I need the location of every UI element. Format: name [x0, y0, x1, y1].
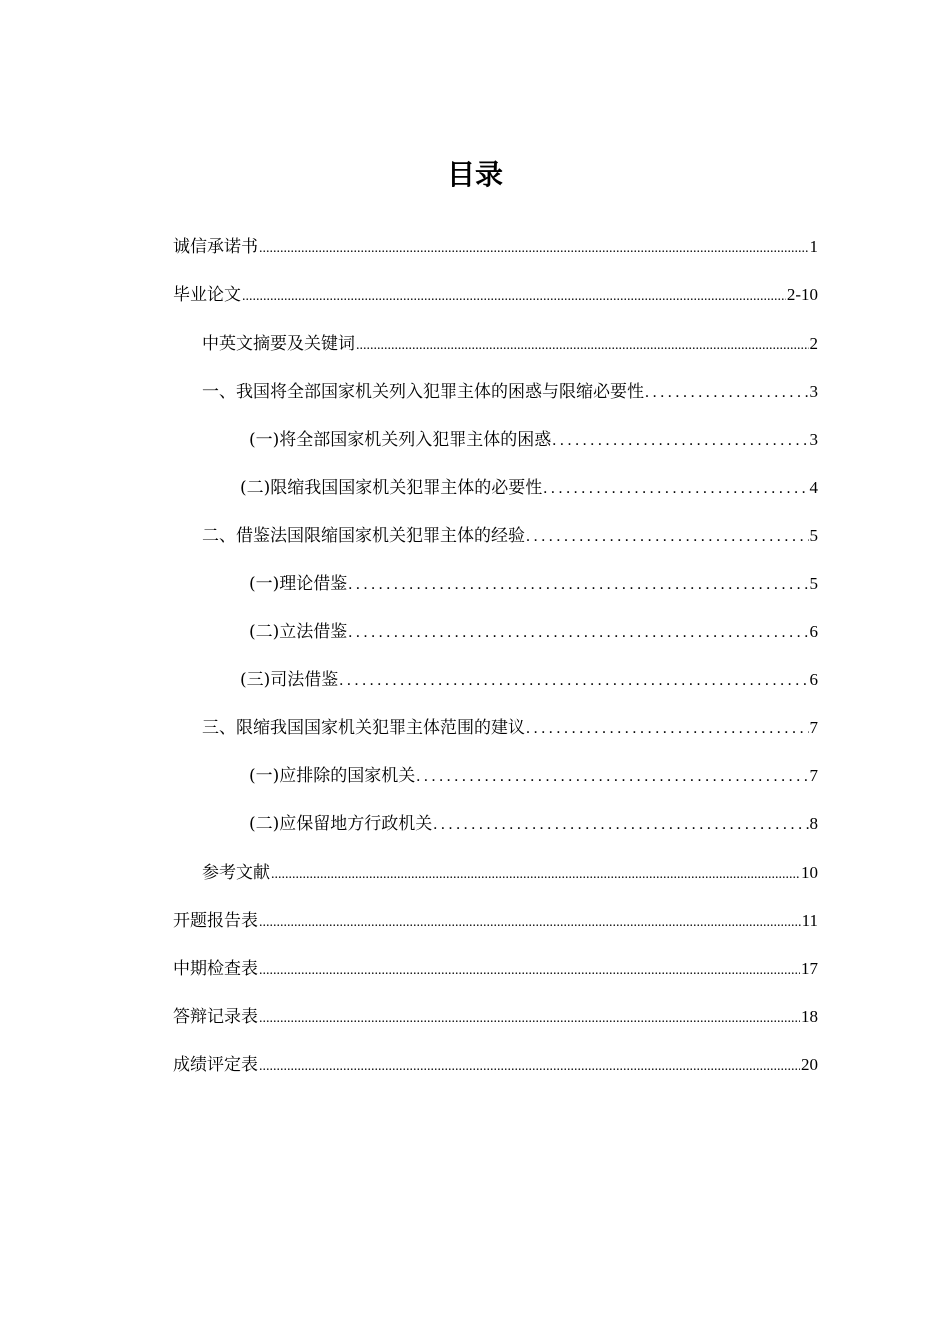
toc-entry-page: 2-10 — [786, 285, 818, 304]
toc-entry-label: 一、我国将全部国家机关列入犯罪主体的困惑与限缩必要性 — [202, 382, 644, 402]
toc-entry-page: 2 — [809, 334, 818, 353]
toc-entry-label: 三、限缩我国国家机关犯罪主体范围的建议 — [202, 718, 525, 738]
dot-leader — [259, 236, 809, 262]
dot-leader — [433, 812, 808, 838]
toc-entry-section-1[interactable] — [202, 379, 818, 405]
toc-entry-section-2-1[interactable] — [249, 571, 818, 597]
toc-entry-references[interactable] — [202, 860, 818, 886]
toc-entry-section-3[interactable] — [202, 715, 818, 741]
toc-entry-page: 7 — [809, 718, 818, 737]
dot-leader — [356, 333, 809, 359]
toc-entry-page: 10 — [801, 863, 818, 882]
toc-entry-label: (一)理论借鉴 — [249, 574, 348, 594]
toc-entry-page: 3 — [809, 382, 818, 401]
toc-entry-page: 20 — [801, 1055, 818, 1074]
dot-leader — [339, 668, 808, 694]
toc-entry-page: 4 — [809, 478, 818, 497]
dot-leader — [526, 524, 809, 550]
toc-entry-section-1-2[interactable] — [240, 475, 818, 501]
toc-entry-label: 二、借鉴法国限缩国家机关犯罪主体的经验 — [202, 526, 525, 546]
toc-entry-section-2-2[interactable] — [249, 619, 818, 645]
toc-entry-page: 6 — [809, 622, 818, 641]
dot-leader — [543, 476, 808, 502]
toc-entry-integrity-pledge[interactable] — [173, 234, 818, 260]
toc-entry-page: 5 — [809, 526, 818, 545]
dot-leader — [259, 1054, 800, 1080]
dot-leader — [526, 716, 809, 742]
toc-entry-page: 1 — [809, 237, 818, 256]
toc-entry-label: (一)将全部国家机关列入犯罪主体的困惑 — [249, 430, 552, 450]
dot-leader — [645, 380, 809, 406]
toc-entry-defense-record[interactable] — [173, 1004, 818, 1030]
toc-entry-page: 11 — [801, 911, 818, 930]
dot-leader — [552, 428, 808, 454]
toc-entry-label: (二)立法借鉴 — [249, 622, 348, 642]
toc-title: 目录 — [446, 158, 503, 191]
toc-entry-page: 5 — [809, 574, 818, 593]
toc-entry-page: 7 — [809, 766, 818, 785]
dot-leader — [259, 910, 801, 936]
toc-entry-label: (一)应排除的国家机关 — [249, 766, 416, 786]
toc-entry-label: (三)司法借鉴 — [240, 670, 339, 690]
dot-leader — [416, 764, 808, 790]
toc-entry-label: 成绩评定表 — [173, 1055, 258, 1075]
dot-leader — [259, 958, 800, 984]
toc-entry-section-1-1[interactable] — [249, 427, 818, 453]
toc-entry-label: 毕业论文 — [173, 285, 241, 305]
toc-entry-label: 答辩记录表 — [173, 1007, 258, 1027]
toc-entry-label: 诚信承诺书 — [173, 237, 258, 257]
toc-entry-grade-evaluation[interactable] — [173, 1052, 818, 1078]
toc-entry-section-2-3[interactable] — [240, 667, 818, 693]
toc-entry-label: 开题报告表 — [173, 911, 258, 931]
toc-entry-section-3-2[interactable] — [249, 811, 818, 837]
toc-entry-abstract[interactable] — [202, 331, 818, 357]
toc-entry-section-2[interactable] — [202, 523, 818, 549]
toc-entry-page: 17 — [801, 959, 818, 978]
dot-leader — [259, 1006, 800, 1032]
toc-entry-page: 3 — [809, 430, 818, 449]
dot-leader — [242, 284, 786, 310]
toc-entry-section-3-1[interactable] — [249, 763, 818, 789]
toc-entry-proposal-report[interactable] — [173, 908, 818, 934]
toc-entry-midterm-check[interactable] — [173, 956, 818, 982]
dot-leader — [348, 572, 808, 598]
toc-entry-page: 6 — [809, 670, 818, 689]
dot-leader — [348, 620, 808, 646]
toc-entry-label: (二)应保留地方行政机关 — [249, 814, 433, 834]
dot-leader — [271, 862, 800, 888]
toc-entry-label: (二)限缩我国国家机关犯罪主体的必要性 — [240, 478, 543, 498]
toc-entry-label: 参考文献 — [202, 863, 270, 883]
toc-entry-label: 中英文摘要及关键词 — [202, 334, 355, 354]
toc-entry-page: 8 — [809, 814, 818, 833]
toc-entry-thesis[interactable] — [173, 282, 818, 308]
toc-entry-page: 18 — [801, 1007, 818, 1026]
toc-entry-label: 中期检查表 — [173, 959, 258, 979]
